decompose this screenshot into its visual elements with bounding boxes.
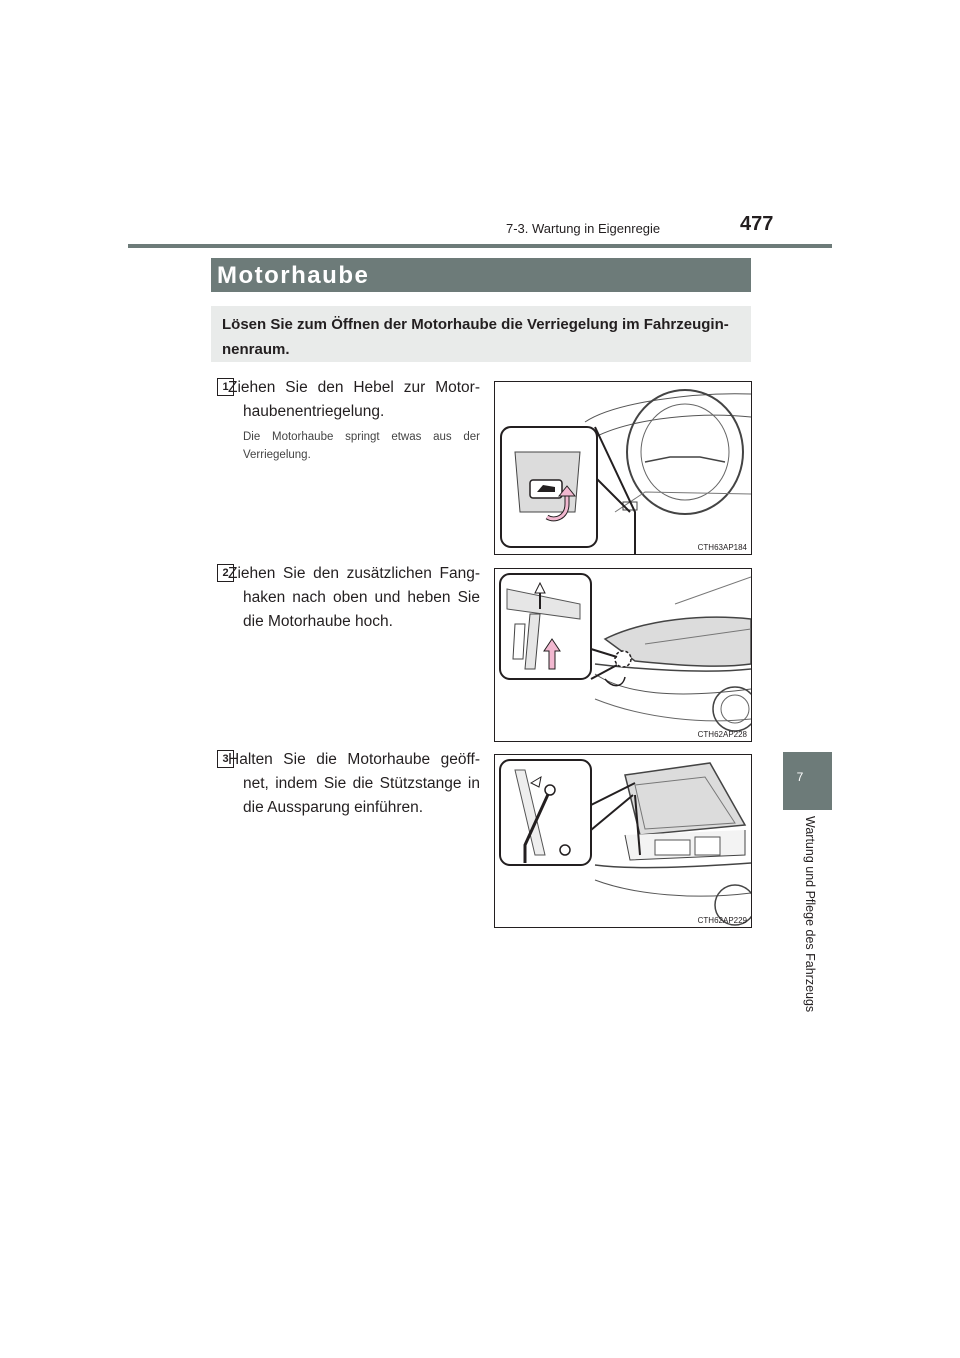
support-rod-illustration [495, 755, 751, 927]
intro-text: Lösen Sie zum Öffnen der Motorhaube die Verriegelung im Fahrzeugin- nenraum. [222, 316, 729, 358]
page-number: 477 [740, 213, 774, 235]
figure-code-3: CTH62AP229 [697, 916, 747, 925]
step-text-1: Ziehen Sie den Hebel zur Motor- haubenentriegelung. [228, 379, 480, 420]
figure-support-rod [494, 754, 752, 928]
figure-code-2: CTH62AP228 [697, 730, 747, 739]
page-title: Motorhaube [217, 262, 370, 289]
step-number-3: 3 [217, 750, 234, 768]
section-breadcrumb: 7-3. Wartung in Eigenregie [506, 221, 661, 236]
step-number-1: 1 [217, 378, 234, 396]
header-rule [128, 244, 832, 248]
hood-catch-illustration [495, 569, 751, 741]
figure-code-1: CTH63AP184 [697, 543, 747, 552]
chapter-number: 7 [796, 770, 804, 784]
step-note-1: Die Motorhaube springt etwas aus der Verriegelung. [243, 431, 480, 461]
interior-illustration [495, 382, 751, 554]
chapter-title: Wartung und Pflege des Fahrzeugs [803, 816, 817, 1013]
step-number-2: 2 [217, 564, 234, 582]
figure-auxiliary-catch [494, 568, 752, 742]
step-text-3: Halten Sie die Motorhaube geöff- net, indem Sie die Stützstange in die Aussparung einführen. [228, 751, 480, 816]
step-text-2: Ziehen Sie den zusätzlichen Fang- haken nach oben und heben Sie die Motorhaube hoch. [228, 565, 480, 630]
figure-hood-release-lever [494, 381, 752, 555]
